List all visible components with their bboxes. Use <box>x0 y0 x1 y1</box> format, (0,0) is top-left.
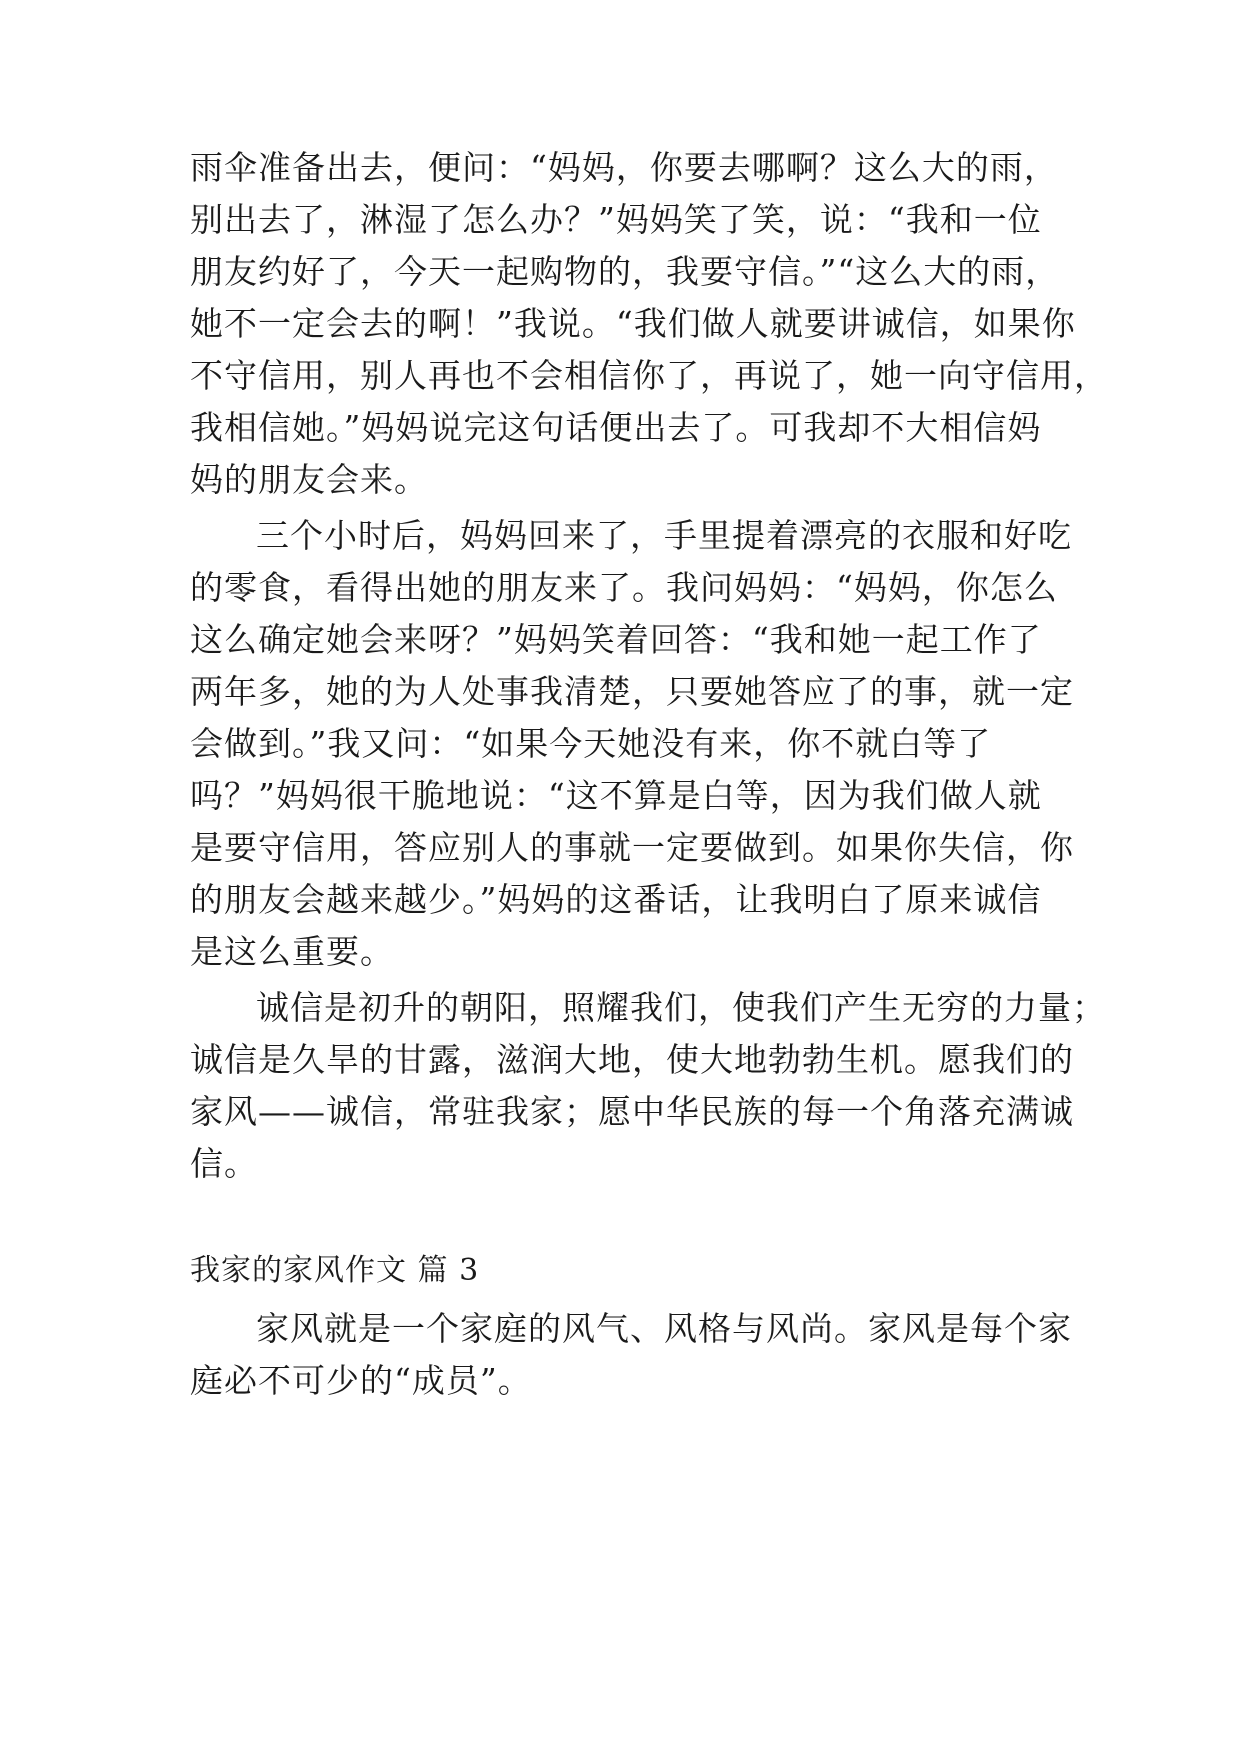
paragraph-2-line-3: 这么确定她会来呀？”妈妈笑着回答：“我和她一起工作了 <box>190 620 1042 659</box>
paragraph-1-line-7: 妈的朋友会来。 <box>190 460 428 499</box>
paragraph-2-line-9: 是这么重要。 <box>190 932 394 971</box>
paragraph-1-line-3: 朋友约好了，今天一起购物的，我要守信。”“这么大的雨， <box>190 252 1060 291</box>
paragraph-2-line-4: 两年多，她的为人处事我清楚，只要她答应了的事，就一定 <box>190 672 1074 711</box>
paragraph-3-line-3: 家风——诚信，常驻我家；愿中华民族的每一个角落充满诚 <box>190 1092 1074 1131</box>
paragraph-1-line-6: 我相信她。”妈妈说完这句话便出去了。可我却不大相信妈 <box>190 408 1042 447</box>
paragraph-2-line-2: 的零食，看得出她的朋友来了。我问妈妈：“妈妈，你怎么 <box>190 568 1058 607</box>
paragraph-2-line-1: 三个小时后，妈妈回来了，手里提着漂亮的衣服和好吃 <box>256 516 1072 555</box>
paragraph-3-line-1: 诚信是初升的朝阳，照耀我们，使我们产生无穷的力量； <box>256 988 1106 1027</box>
paragraph-1-line-1: 雨伞准备出去，便问：“妈妈，你要去哪啊？这么大的雨， <box>190 148 1058 187</box>
paragraph-2-line-6: 吗？”妈妈很干脆地说：“这不算是白等，因为我们做人就 <box>190 776 1042 815</box>
paragraph-2-line-8: 的朋友会越来越少。”妈妈的这番话，让我明白了原来诚信 <box>190 880 1042 919</box>
final-paragraph-line-1: 家风就是一个家庭的风气、风格与风尚。家风是每个家 <box>256 1309 1072 1348</box>
paragraph-3-line-2: 诚信是久旱的甘露，滋润大地，使大地勃勃生机。愿我们的 <box>190 1040 1074 1079</box>
paragraph-3-line-4: 信。 <box>190 1144 258 1183</box>
final-paragraph-line-2: 庭必不可少的“成员”。 <box>190 1361 532 1400</box>
paragraph-2-line-7: 是要守信用，答应别人的事就一定要做到。如果你失信，你 <box>190 828 1074 867</box>
section-heading: 我家的家风作文 篇 3 <box>190 1253 480 1288</box>
paragraph-1-line-2: 别出去了，淋湿了怎么办？”妈妈笑了笑，说：“我和一位 <box>190 200 1042 239</box>
paragraph-1-line-4: 她不一定会去的啊！”我说。“我们做人就要讲诚信，如果你 <box>190 304 1076 343</box>
paragraph-2-line-5: 会做到。”我又问：“如果今天她没有来，你不就白等了 <box>190 724 992 763</box>
paragraph-1-line-5: 不守信用，别人再也不会相信你了，再说了，她一向守信用， <box>190 356 1108 395</box>
